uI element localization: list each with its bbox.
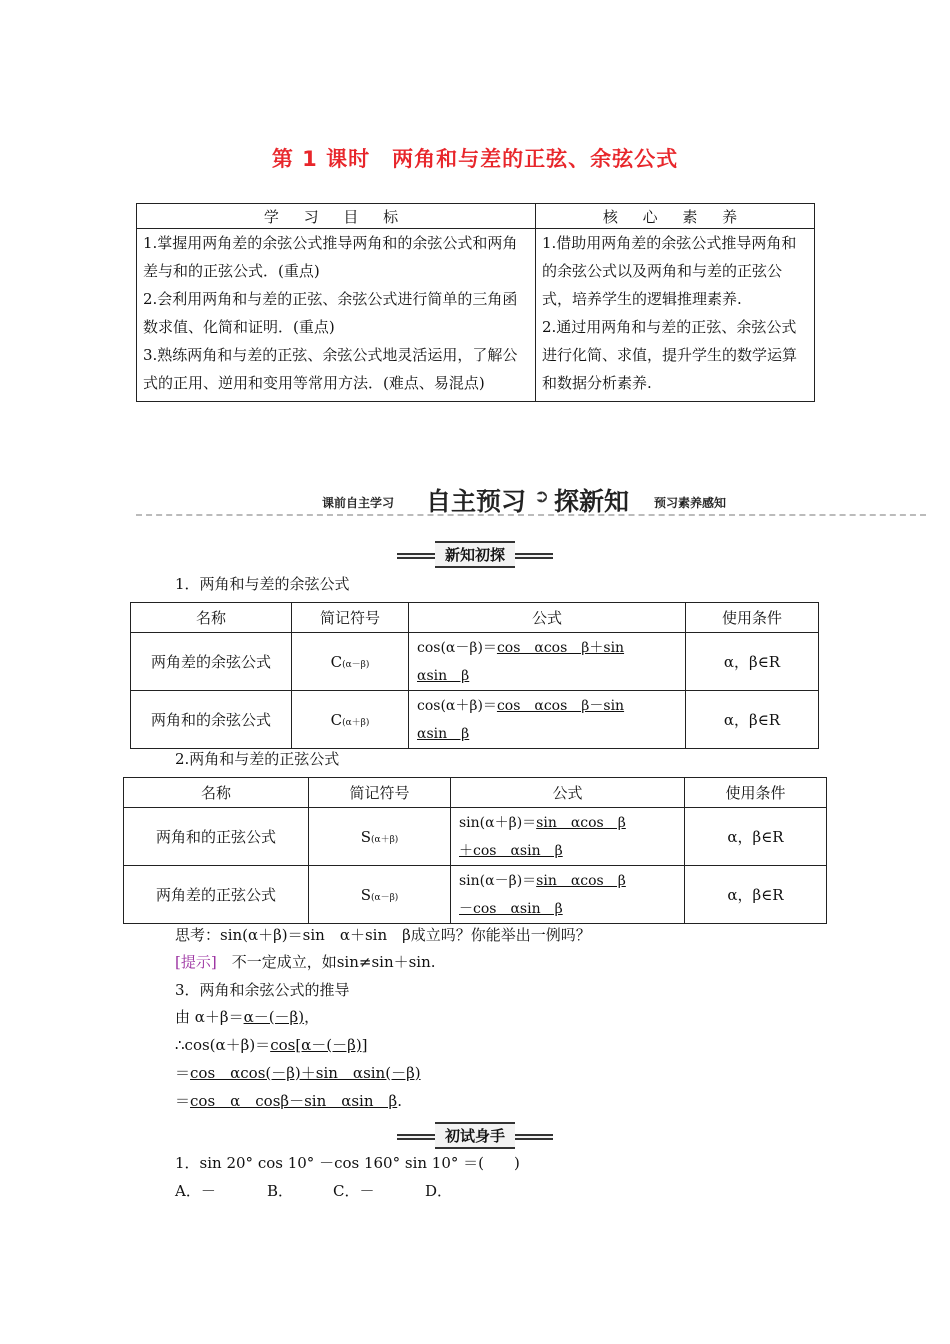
section-new-knowledge [0,541,950,568]
formula-cell: cos(α－β)＝cos αcos β＋sin αsin β [409,633,686,691]
table-header: 使用条件 [685,778,827,808]
formula-symbol: C(α＋β) [292,691,409,749]
formula-condition: α，β∈R [686,691,819,749]
table-row [131,691,819,749]
section-first-try [0,1122,950,1149]
formula-name: 两角和的正弦公式 [124,808,309,866]
goals-right-cell [536,229,815,402]
table-header: 名称 [124,778,309,808]
derivation-line: ∴cos(α＋β)＝cos[α－(－β)] [175,1036,368,1054]
goal-item: 2.会利用两角和与差的正弦、余弦公式进行简单的三角函数求值、化简和证明．(重点) [143,290,518,336]
derivation-line: ＝cos αcos(－β)＋sin αsin(－β) [175,1064,421,1082]
cos-formula-table [130,602,819,749]
derivation-line: 由 α＋β＝α－(－β)， [175,1008,320,1026]
banner-main-text-2: 探新知 [554,487,630,516]
heading-sin-formulas: 2.两角和与差的正弦公式 [175,750,340,768]
hint-label: [提示] [175,953,217,971]
table-header: 使用条件 [686,603,819,633]
formula-name: 两角差的正弦公式 [124,866,309,924]
formula-condition: α，β∈R [685,866,827,924]
formula-symbol: S(α＋β) [309,808,451,866]
table-row [131,633,819,691]
banner-main-text-1: 自主预习 [426,487,527,516]
hint-line [175,951,436,973]
table-header: 简记符号 [292,603,409,633]
formula-name: 两角差的余弦公式 [131,633,292,691]
banner-divider [136,514,926,516]
banner-right-text: 预习素养感知 [654,496,727,510]
table-header: 名称 [131,603,292,633]
formula-cell: sin(α＋β)＝sin αcos β ＋cos αsin β [451,808,685,866]
formula-cell: cos(α＋β)＝cos αcos β－sin αsin β [409,691,686,749]
section-label: 初试身手 [435,1122,515,1149]
heading-derivation: 3．两角和余弦公式的推导 [175,981,350,999]
banner-left-text: 课前自主学习 [322,496,395,510]
goals-header-right: 核 心 素 养 [536,204,815,229]
banner-arrow-icon: ➲ [534,486,550,507]
hint-text: 不一定成立，如sin≠sin＋sin. [216,953,436,971]
table-header: 公式 [409,603,686,633]
formula-condition: α，β∈R [685,808,827,866]
goals-header-left: 学 习 目 标 [137,204,536,229]
section-label: 新知初探 [435,541,515,568]
think-question: 思考：sin(α＋β)＝sin α＋sin β成立吗？你能举出一例吗？ [175,926,591,944]
goals-left-cell [137,229,536,402]
sin-formula-table [123,777,827,924]
page-title: 第 1 课时 两角和与差的正弦、余弦公式 [271,147,679,171]
question-1: 1．sin 20° cos 10° －cos 160° sin 10° ＝( ) [175,1154,520,1172]
formula-symbol: C(α－β) [292,633,409,691]
table-header: 公式 [451,778,685,808]
goal-item: 3.熟练两角和与差的正弦、余弦公式地灵活运用，了解公式的正用、逆用和变用等常用方法．(难点、易混点) [143,346,518,392]
literacy-item: 1.借助用两角差的余弦公式推导两角和的余弦公式以及两角和与差的正弦公式，培养学生的逻辑推理素养. [542,234,797,308]
formula-symbol: S(α－β) [309,866,451,924]
heading-cos-formulas: 1．两角和与差的余弦公式 [175,575,350,593]
section-banner [136,482,926,522]
option-c: C．－ [333,1182,375,1200]
table-row [124,808,827,866]
goals-table [136,203,815,402]
literacy-item: 2.通过用两角和与差的正弦、余弦公式进行化简、求值，提升学生的数学运算和数据分析素养. [542,318,798,392]
formula-name: 两角和的余弦公式 [131,691,292,749]
option-d: D． [425,1182,453,1200]
table-header: 简记符号 [309,778,451,808]
goal-item: 1.掌握用两角差的余弦公式推导两角和的余弦公式和两角差与和的正弦公式．(重点) [143,234,518,280]
table-row [124,866,827,924]
option-a: A．－ [175,1182,216,1200]
question-1-options [175,1180,452,1202]
option-b: B． [267,1182,294,1200]
formula-condition: α，β∈R [686,633,819,691]
derivation-line: ＝cos α cosβ－sin αsin β. [175,1092,402,1110]
formula-cell: sin(α－β)＝sin αcos β －cos αsin β [451,866,685,924]
